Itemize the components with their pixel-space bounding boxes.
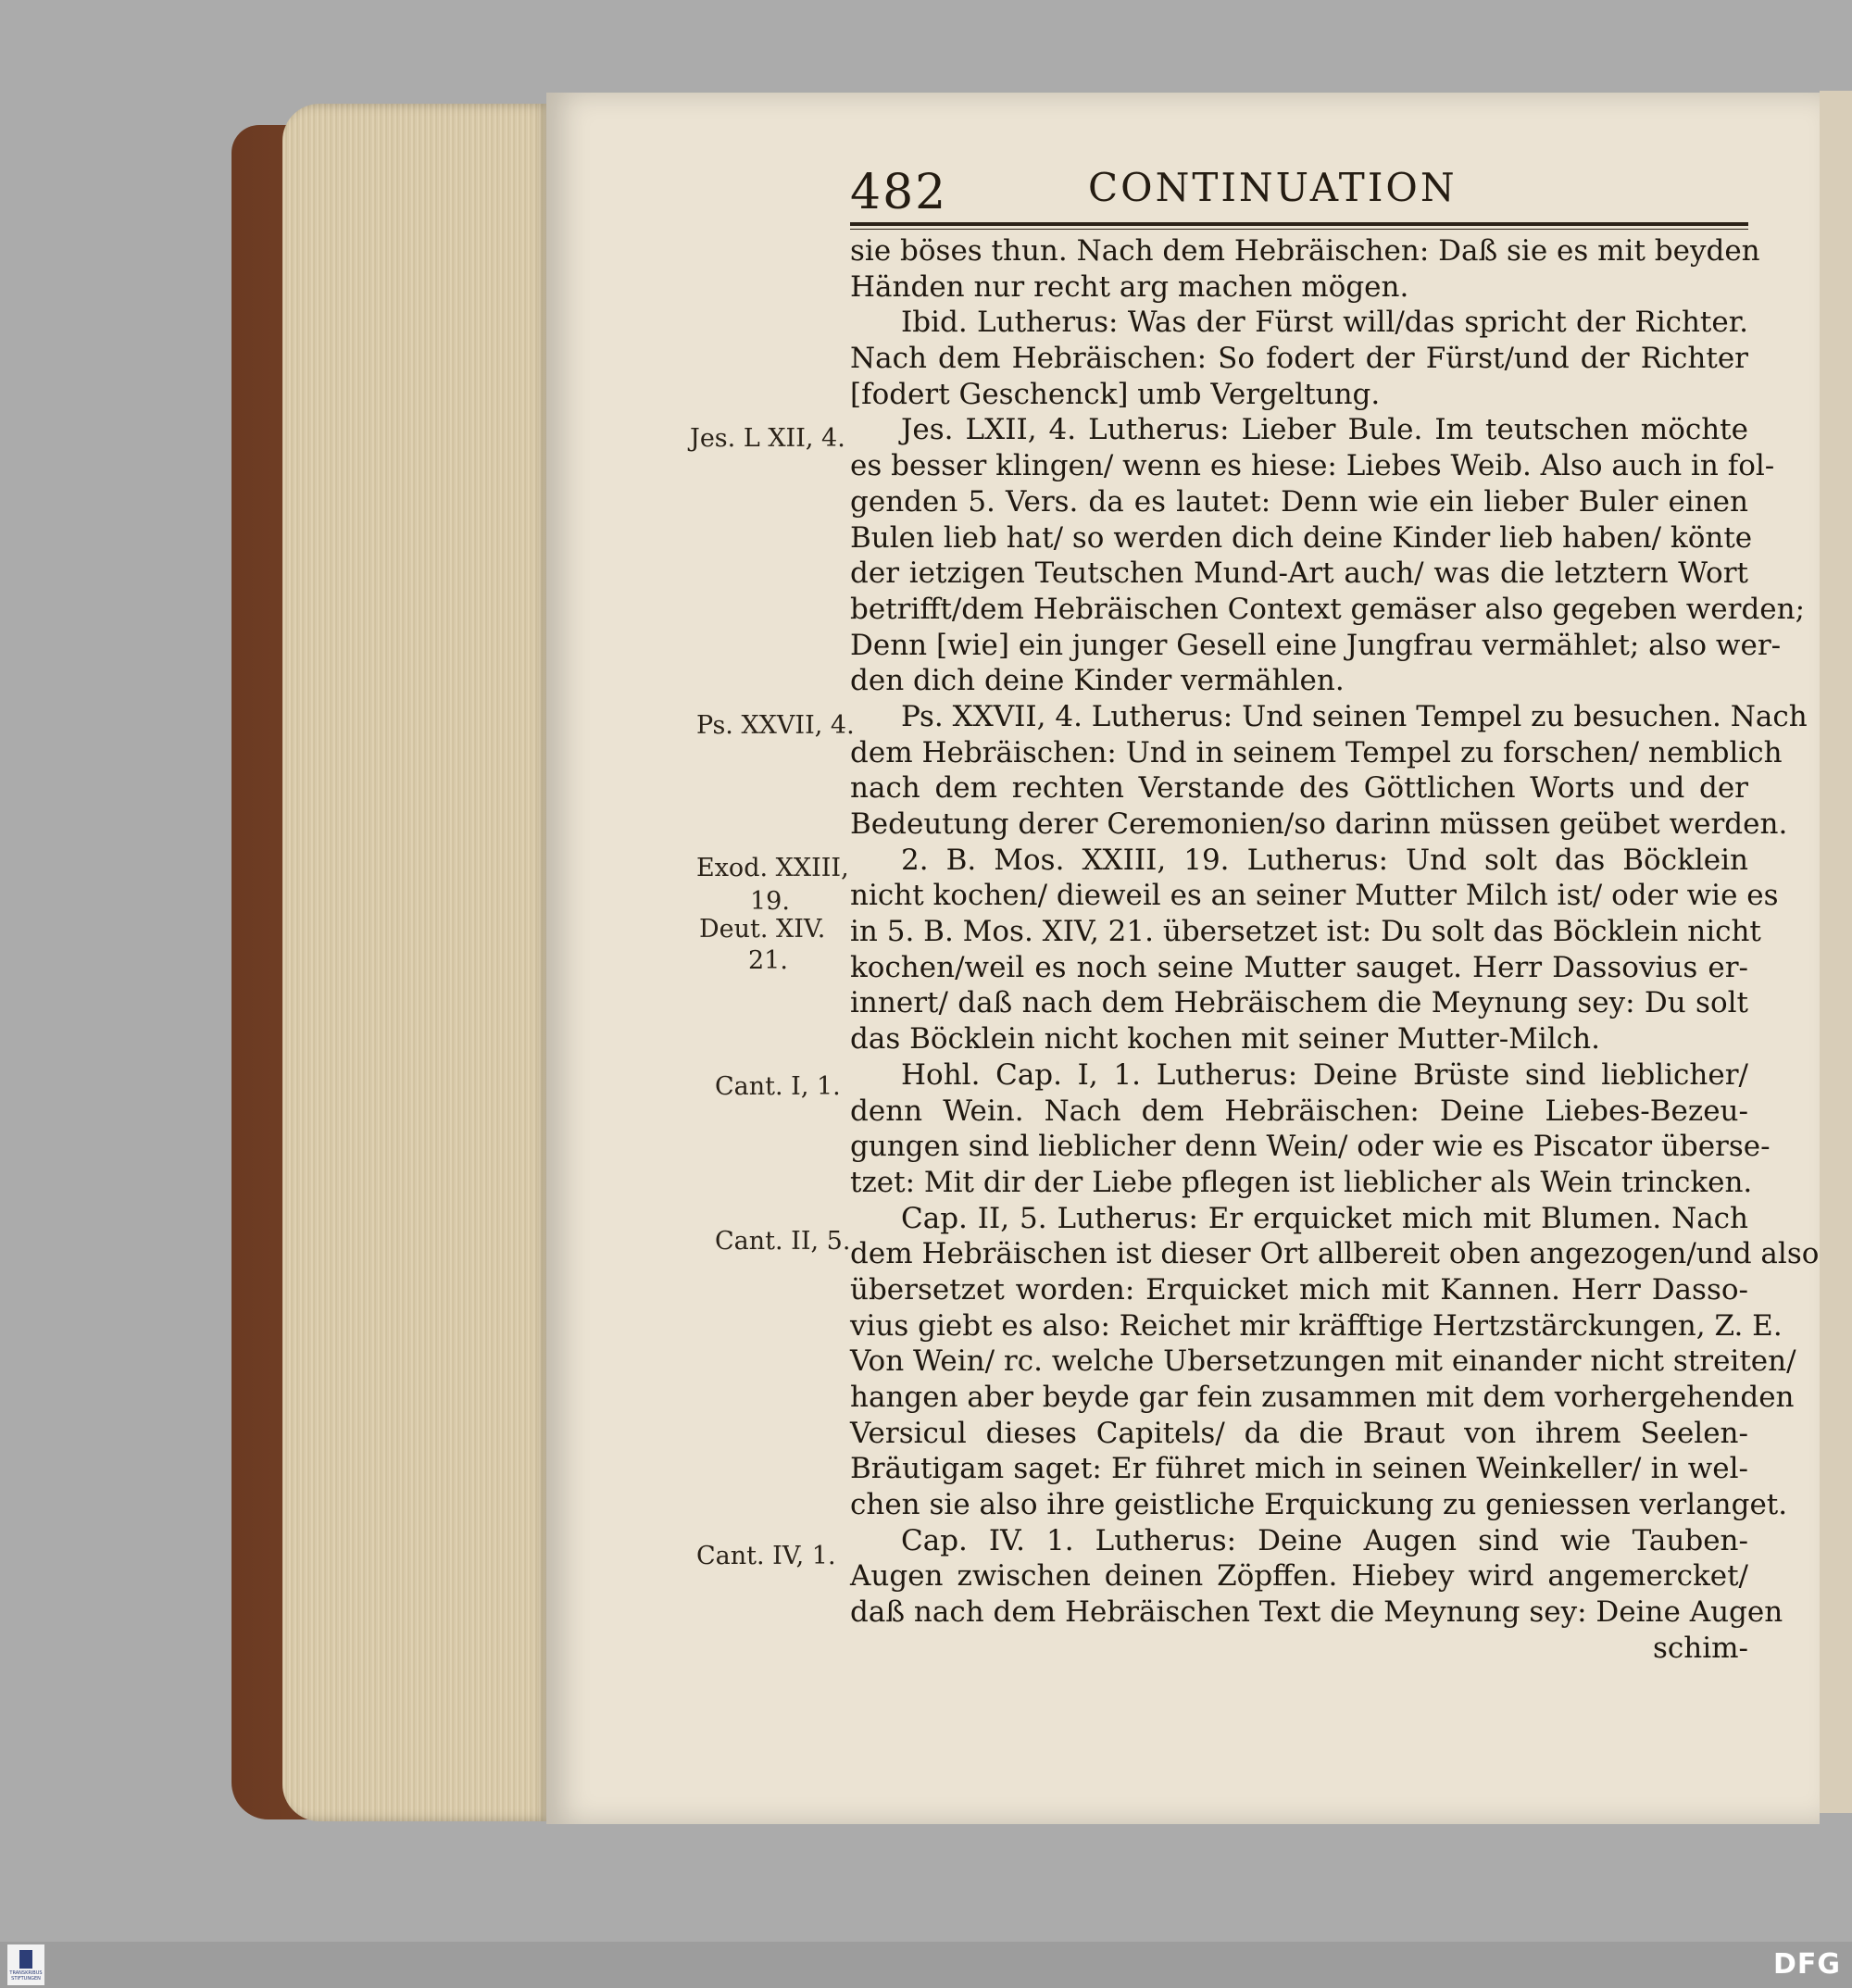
margin-note: Cant. IV, 1. — [696, 1542, 836, 1570]
text-line: Jes. LXII, 4. Lutherus: Lieber Bule. Im teutschen möchte — [901, 413, 1748, 447]
text-line: Denn [wie] ein junger Gesell eine Jungfrau vermählet; also wer- — [850, 628, 1782, 662]
text-line: denn Wein. Nach dem Hebräischen: Deine Liebes-Bezeu- — [850, 1094, 1748, 1128]
institution-logo-icon — [19, 1950, 32, 1969]
text-line: genden 5. Vers. da es lautet: Denn wie ein lieber Buler einen — [850, 484, 1748, 519]
text-line: Von Wein/ rc. welche Ubersetzungen mit einander nicht streiten/ — [850, 1344, 1796, 1379]
text-line: Bulen lieb hat/ so werden dich deine Kinder lieb haben/ könte — [850, 520, 1753, 555]
text-line: den dich deine Kinder vermählen. — [850, 664, 1345, 698]
text-line: kochen/weil es noch seine Mutter sauget. Herr Dassovius er- — [850, 950, 1748, 984]
page-edges — [282, 104, 551, 1821]
facing-page-edge — [1820, 91, 1852, 1813]
text-line: Hohl. Cap. I, 1. Lutherus: Deine Brüste sind lieblicher/ — [901, 1057, 1748, 1092]
institution-logo-text: TRANSKRIBUS STIFTUNGEN — [9, 1970, 43, 1982]
text-line: dem Hebräischen: Und in seinem Tempel zu forschen/ nemblich — [850, 735, 1783, 769]
text-line: chen sie also ihre geistliche Erquickung zu geniessen verlanget. — [850, 1488, 1788, 1522]
text-line: tzet: Mit dir der Liebe pflegen ist lieblicher als Wein trincken. — [850, 1165, 1753, 1199]
text-line: übersetzet worden: Erquicket mich mit Kannen. Herr Dasso- — [850, 1272, 1748, 1307]
margin-note: Jes. L XII, 4. — [690, 424, 845, 453]
text-line: Versicul dieses Capitels/ da die Braut von ihrem Seelen- — [850, 1416, 1748, 1450]
text-line: [fodert Geschenck] umb Vergeltung. — [850, 377, 1381, 411]
text-line: in 5. B. Mos. XIV, 21. übersetzet ist: Du solt das Böcklein nicht — [850, 915, 1761, 949]
text-line: es besser klingen/ wenn es hiese: Liebes Weib. Also auch in fol- — [850, 449, 1775, 483]
text-line: vius giebt es also: Reichet mir kräfftige Hertzstärckungen, Z. E. — [850, 1308, 1783, 1343]
text-line: 2. B. Mos. XXIII, 19. Lutherus: Und solt das Böcklein — [901, 843, 1748, 877]
institution-logo[interactable] — [7, 1944, 44, 1985]
text-line: der ietzigen Teutschen Mund-Art auch/ was die letztern Wort — [850, 556, 1748, 591]
margin-note: 19. — [750, 887, 790, 916]
text-line: Ps. XXVII, 4. Lutherus: Und seinen Tempel zu besuchen. Nach — [901, 699, 1808, 733]
page-number: 482 — [850, 165, 948, 220]
header-rule-thin — [850, 229, 1748, 230]
text-body — [850, 233, 1820, 1667]
margin-note: Cant. II, 5. — [715, 1227, 851, 1256]
margin-note: Exod. XXIII, — [696, 854, 849, 882]
text-line: betrifft/dem Hebräischen Context gemäser also gegeben werden; — [850, 592, 1806, 626]
text-line: Cap. II, 5. Lutherus: Er erquicket mich mit Blumen. Nach — [901, 1201, 1748, 1235]
text-line: gungen sind lieblicher denn Wein/ oder wie es Piscator überse- — [850, 1130, 1771, 1164]
margin-note: Ps. XXVII, 4. — [696, 711, 855, 740]
running-title: CONTINUATION — [1088, 165, 1458, 210]
text-line: nach dem rechten Verstande des Göttlichen Worts und der — [850, 771, 1748, 806]
text-line: Augen zwischen deinen Zöpffen. Hiebey wird angemercket/ — [850, 1559, 1748, 1594]
margin-note: 21. — [748, 946, 788, 975]
text-line: nicht kochen/ dieweil es an seiner Mutter Milch ist/ oder wie es — [850, 879, 1779, 913]
catchword: schim- — [1652, 1631, 1748, 1665]
text-line: Bedeutung derer Ceremonien/so darinn müssen geübet werden. — [850, 807, 1788, 841]
text-line: Cap. IV. 1. Lutherus: Deine Augen sind wie Tauben- — [901, 1523, 1748, 1557]
text-line: Ibid. Lutherus: Was der Fürst will/das spricht der Richter. — [901, 306, 1748, 340]
margin-note: Deut. XIV. — [699, 915, 826, 944]
margin-note: Cant. I, 1. — [715, 1072, 841, 1101]
text-line: hangen aber beyde gar fein zusammen mit dem vorhergehenden — [850, 1381, 1795, 1414]
viewer-footer-bar — [0, 1942, 1852, 1988]
text-line: innert/ daß nach dem Hebräischem die Meynung sey: Du solt — [850, 986, 1748, 1020]
text-line: Nach dem Hebräischen: So fodert der Fürst/und der Richter — [850, 342, 1748, 376]
text-line: das Böcklein nicht kochen mit seiner Mutter-Milch. — [850, 1022, 1600, 1057]
header-rule — [850, 222, 1748, 226]
text-line: Bräutigam saget: Er führet mich in seinen Weinkeller/ in wel- — [850, 1452, 1748, 1486]
text-line: daß nach dem Hebräischen Text die Meynung sey: Deine Augen — [850, 1595, 1783, 1630]
text-line: dem Hebräischen ist dieser Ort allbereit oben angezogen/und also — [850, 1237, 1820, 1271]
text-line: Händen nur recht arg machen mögen. — [850, 269, 1409, 304]
dfg-logo[interactable]: DFG — [1772, 1948, 1841, 1981]
text-line: sie böses thun. Nach dem Hebräischen: Daß sie es mit beyden — [850, 234, 1760, 268]
